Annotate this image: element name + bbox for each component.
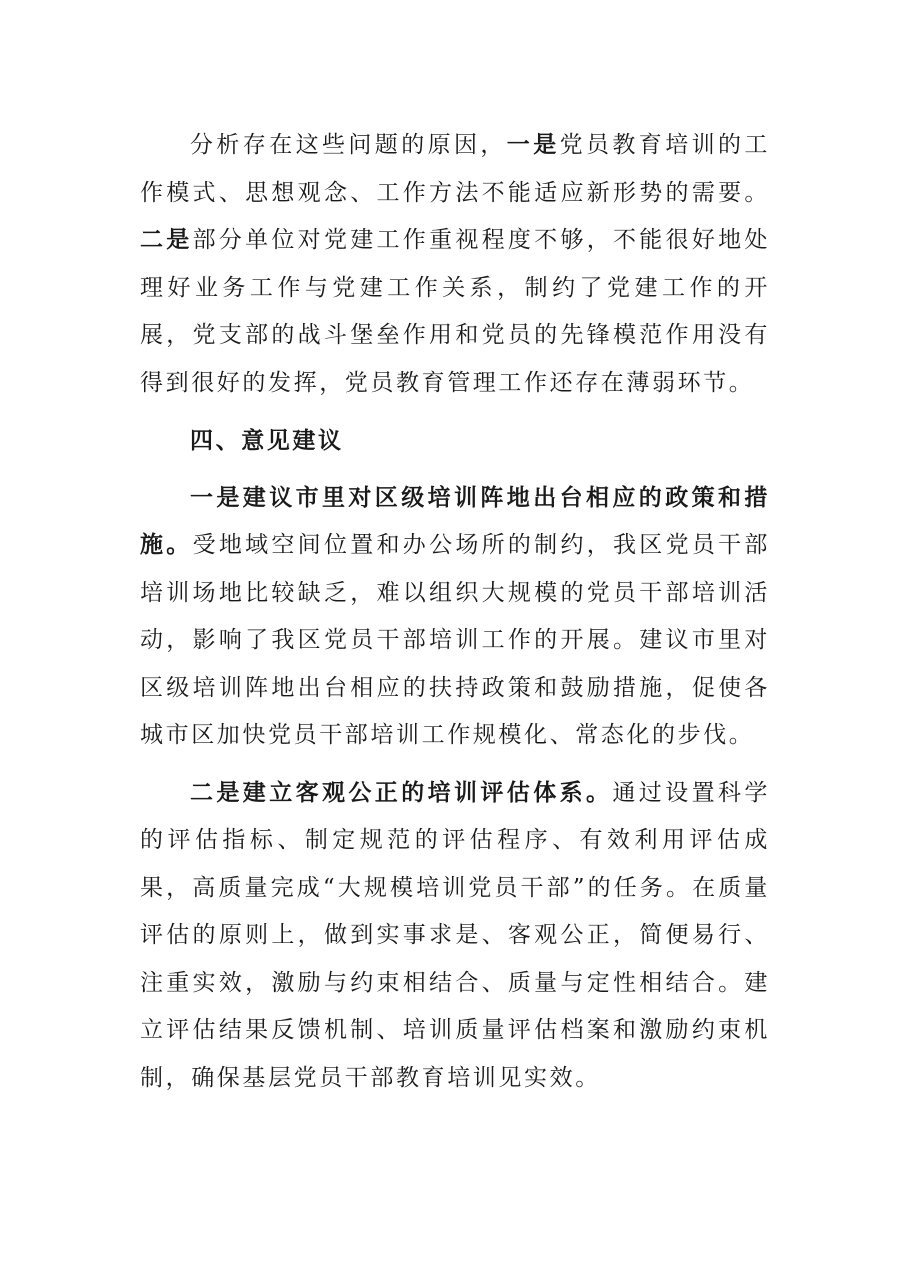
paragraph-suggestion-two [140,770,770,1103]
paragraph-suggestion-two-title: 二是建立客观公正的培训评估体系。 [190,779,613,806]
paragraph-causes-point-one: 党员教育培训的工作模式、思想观念、工作方法不能适应新形势的需要。 [140,132,771,206]
paragraph-suggestion-two-body: 通过设置科学的评估指标、制定规范的评估程序、有效利用评估成果，高质量完成“大规模培训党员干部”的任务。在质量评估的原则上，做到实事求是、客观公正，简便易行、注重实效，激励与约束相结合、质量与定性相结合。建立评估结果反馈机制、培训质量评估档案和激励约束机制，确保基层党员干部教育培训见实效。 [140,779,770,1091]
paragraph-causes [140,122,770,407]
paragraph-causes-point-one-label: 一是 [506,132,560,158]
section-heading: 四、意见建议 [190,427,344,454]
paragraph-causes-point-two: 部分单位对党建工作重视程度不够，不能很好地处理好业务工作与党建工作关系，制约了党建工作的开展，党支部的战斗堡垒作用和党员的先锋模范作用没有得到很好的发挥，党员教育管理工作还存在薄弱环节。 [140,227,771,396]
paragraph-suggestion-one-body: 受地域空间位置和办公场所的制约，我区党员干部培训场地比较缺乏，难以组织大规模的党员干部培训活动，影响了我区党员干部培训工作的开展。建议市里对区级培训阵地出台相应的扶持政策和鼓励措施，促使各城市区加快党员干部培训工作规模化、常态化的步伐。 [140,532,771,748]
paragraph-suggestion-one-title: 一是建议市里对区级培训阵地出台相应的政策和措施。 [140,484,770,558]
paragraph-causes-point-two-label: 二是 [140,227,193,253]
document-body [140,122,770,1112]
paragraph-suggestion-one [140,475,770,760]
paragraph-causes-intro: 分析存在这些问题的原因， [190,132,507,158]
